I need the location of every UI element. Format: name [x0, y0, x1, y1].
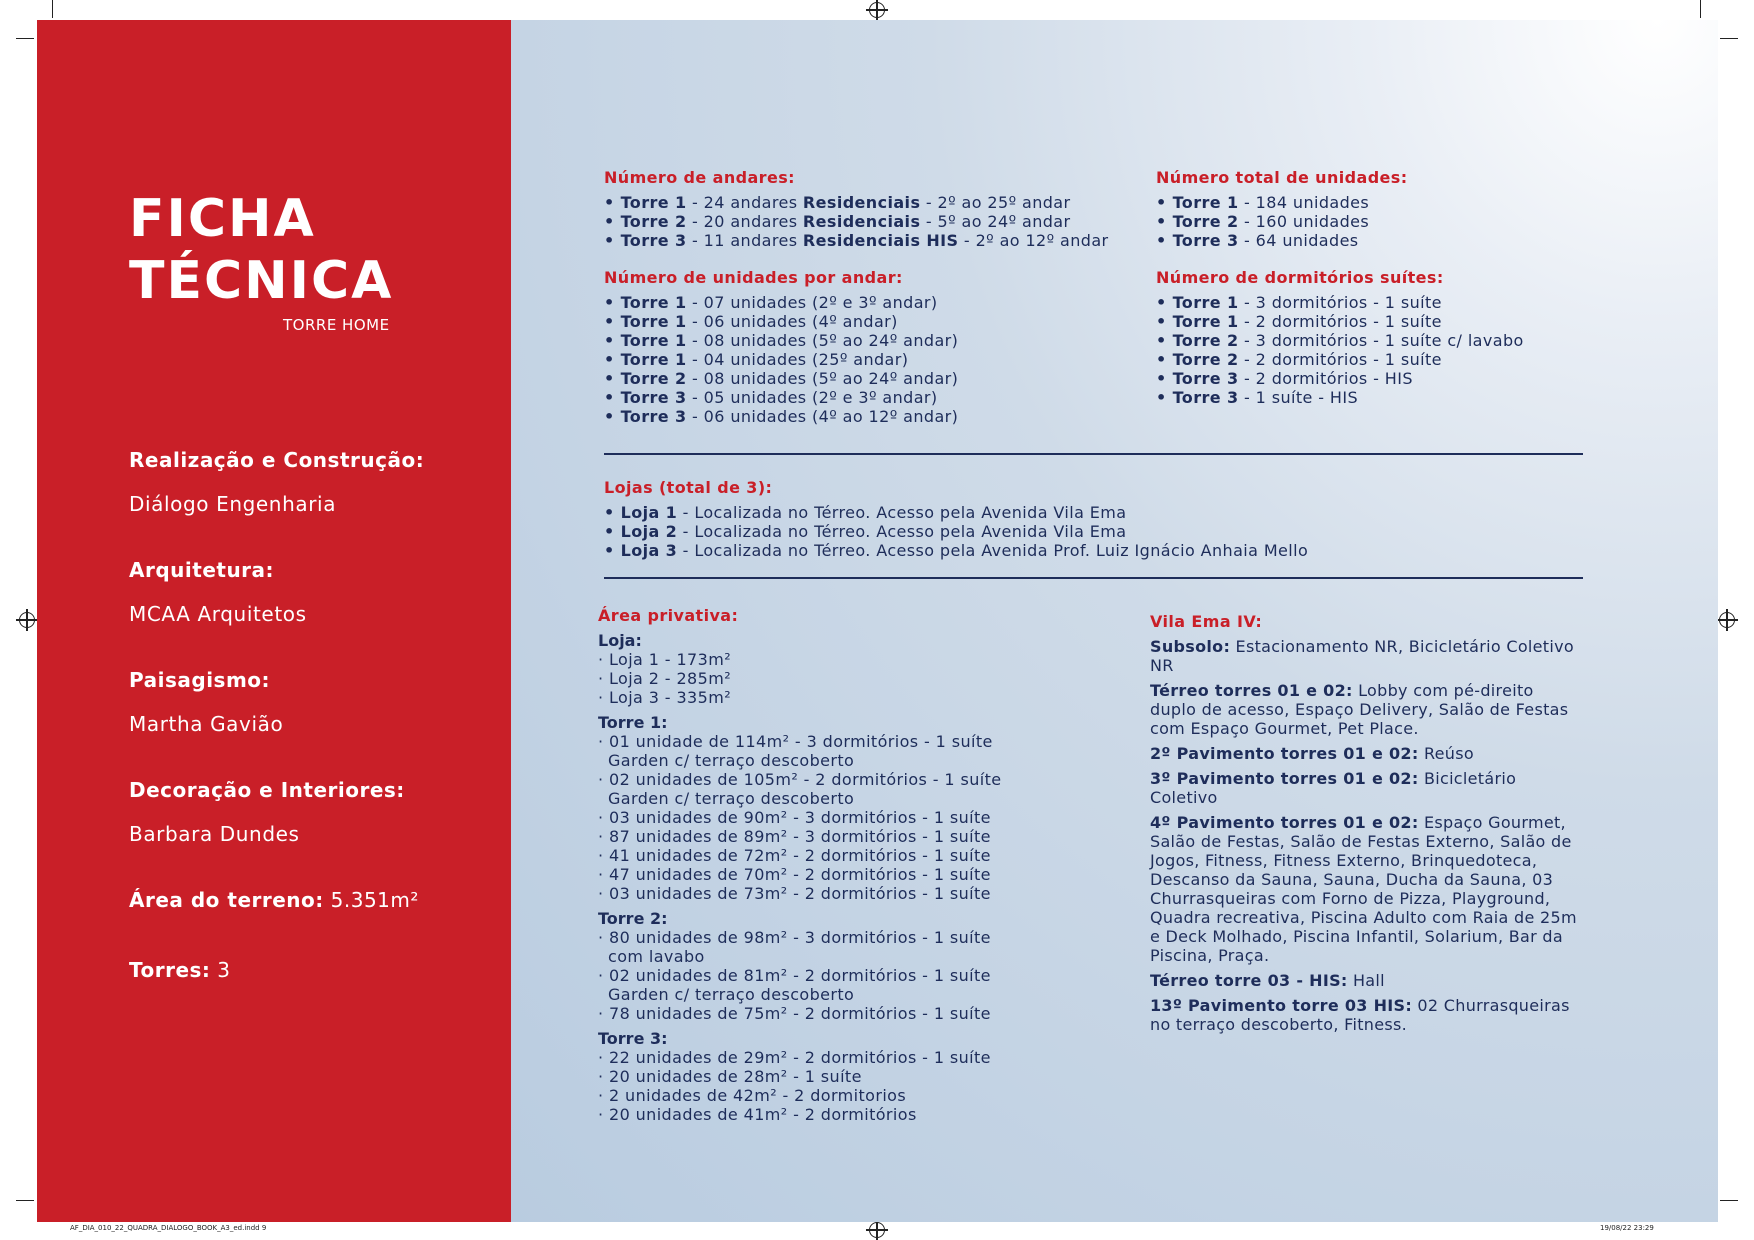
- list-item: · 2 unidades de 42m² - 2 dormitorios: [598, 1086, 1118, 1105]
- crop-mark: [52, 0, 53, 18]
- crop-mark: [1720, 38, 1738, 39]
- total-unidades-section: [1156, 168, 1576, 250]
- lojas-section: [604, 478, 1584, 560]
- torre1-area-list: [598, 732, 1118, 903]
- divider: [604, 577, 1583, 579]
- list-item: • Loja 1 - Localizada no Térreo. Acesso pela Avenida Vila Ema: [604, 503, 1584, 522]
- registration-mark-icon: [869, 1222, 885, 1238]
- list-item: • Torre 1 - 07 unidades (2º e 3º andar): [604, 293, 1124, 312]
- credit-item: [129, 778, 499, 846]
- list-item: · 20 unidades de 41m² - 2 dormitórios: [598, 1105, 1118, 1124]
- list-item: • Torre 3 - 1 suíte - HIS: [1156, 388, 1576, 407]
- list-item: • Torre 2 - 2 dormitórios - 1 suíte: [1156, 350, 1576, 369]
- list-item: • Torre 1 - 24 andares Residenciais - 2º ao 25º andar: [604, 193, 1124, 212]
- credit-value: Diálogo Engenharia: [129, 492, 337, 516]
- credit-label: Realização e Construção:: [129, 448, 425, 472]
- credit-item: [129, 448, 499, 516]
- group-title: Loja:: [598, 631, 642, 650]
- area-terreno-value: 5.351m²: [323, 888, 419, 912]
- list-item: · Loja 1 - 173m²: [598, 650, 1118, 669]
- list-item: • Torre 3 - 2 dormitórios - HIS: [1156, 369, 1576, 388]
- list-item: • Torre 2 - 08 unidades (5º ao 24º andar): [604, 369, 1124, 388]
- total-unidades-list: [1156, 193, 1576, 250]
- amenity-item: 3º Pavimento torres 01 e 02: Bicicletário Coletivo: [1150, 769, 1517, 807]
- list-item: · 01 unidade de 114m² - 3 dormitórios - 1 suíte Garden c/ terraço descoberto: [598, 732, 1118, 770]
- amenity-item: Térreo torre 03 - HIS: Hall: [1150, 971, 1385, 990]
- credits-list: [129, 448, 499, 1042]
- group-title: Torre 2:: [598, 909, 668, 928]
- section-heading: Número de andares:: [604, 168, 795, 187]
- section-heading: Número de dormitórios suítes:: [1156, 268, 1444, 287]
- crop-mark: [1720, 1200, 1738, 1201]
- credit-label: Arquitetura:: [129, 558, 275, 582]
- list-item: • Torre 3 - 06 unidades (4º ao 12º andar): [604, 407, 1124, 426]
- list-item: • Torre 1 - 04 unidades (25º andar): [604, 350, 1124, 369]
- title-line-2: TÉCNICA: [129, 251, 394, 311]
- credit-label: Decoração e Interiores:: [129, 778, 405, 802]
- section-heading: Número total de unidades:: [1156, 168, 1408, 187]
- list-item: • Torre 2 - 3 dormitórios - 1 suíte c/ lavabo: [1156, 331, 1576, 350]
- registration-mark-icon: [869, 2, 885, 18]
- list-item: · 02 unidades de 105m² - 2 dormitórios - 1 suíte Garden c/ terraço descoberto: [598, 770, 1118, 808]
- credit-item: [129, 668, 499, 736]
- list-item: • Torre 3 - 64 unidades: [1156, 231, 1576, 250]
- loja-area-list: [598, 650, 1118, 707]
- list-item: · 47 unidades de 70m² - 2 dormitórios - 1 suíte: [598, 865, 1118, 884]
- subtitle: TORRE HOME: [283, 316, 390, 334]
- area-terreno: [129, 888, 499, 912]
- amenity-item: Subsolo: Estacionamento NR, Bicicletário Coletivo NR: [1150, 637, 1574, 675]
- crop-mark: [16, 38, 34, 39]
- list-item: • Torre 1 - 2 dormitórios - 1 suíte: [1156, 312, 1576, 331]
- unidades-andar-section: [604, 268, 1124, 426]
- list-item: · 03 unidades de 90m² - 3 dormitórios - 1 suíte: [598, 808, 1118, 827]
- crop-mark: [1700, 0, 1701, 18]
- torres-label: Torres:: [129, 958, 211, 982]
- area-terreno-label: Área do terreno:: [129, 888, 324, 912]
- lojas-list: [604, 503, 1584, 560]
- section-heading: Número de unidades por andar:: [604, 268, 903, 287]
- list-item: • Torre 1 - 3 dormitórios - 1 suíte: [1156, 293, 1576, 312]
- unidades-andar-list: [604, 293, 1124, 426]
- section-heading: Vila Ema IV:: [1150, 612, 1263, 631]
- andares-section: [604, 168, 1124, 250]
- dormitorios-section: [1156, 268, 1576, 407]
- torres-value: 3: [210, 958, 231, 982]
- credit-value: Barbara Dundes: [129, 822, 300, 846]
- torre2-area-list: [598, 928, 1118, 1023]
- divider: [604, 453, 1583, 455]
- list-item: · Loja 2 - 285m²: [598, 669, 1118, 688]
- page-title: [129, 188, 393, 312]
- list-item: · 80 unidades de 98m² - 3 dormitórios - 1 suíte com lavabo: [598, 928, 1118, 966]
- list-item: • Torre 2 - 20 andares Residenciais - 5º ao 24º andar: [604, 212, 1124, 231]
- group-title: Torre 1:: [598, 713, 668, 732]
- list-item: · 78 unidades de 75m² - 2 dormitórios - 1 suíte: [598, 1004, 1118, 1023]
- list-item: • Loja 2 - Localizada no Térreo. Acesso pela Avenida Vila Ema: [604, 522, 1584, 541]
- dormitorios-list: [1156, 293, 1576, 407]
- list-item: • Torre 3 - 05 unidades (2º e 3º andar): [604, 388, 1124, 407]
- footer-filename: AF_DIA_010_22_QUADRA_DIALOGO_BOOK_A3_ed.indd 9: [70, 1224, 267, 1232]
- andares-list: [604, 193, 1124, 250]
- list-item: · 22 unidades de 29m² - 2 dormitórios - 1 suíte: [598, 1048, 1118, 1067]
- list-item: · 03 unidades de 73m² - 2 dormitórios - 1 suíte: [598, 884, 1118, 903]
- registration-mark-icon: [19, 612, 35, 628]
- list-item: · 20 unidades de 28m² - 1 suíte: [598, 1067, 1118, 1086]
- list-item: • Torre 3 - 11 andares Residenciais HIS - 2º ao 12º andar: [604, 231, 1124, 250]
- torre3-area-list: [598, 1048, 1118, 1124]
- red-panel: [37, 20, 511, 1222]
- registration-mark-icon: [1719, 612, 1735, 628]
- group-title: Torre 3:: [598, 1029, 668, 1048]
- credit-label: Paisagismo:: [129, 668, 271, 692]
- crop-mark: [16, 1200, 34, 1201]
- amenity-item: 2º Pavimento torres 01 e 02: Reúso: [1150, 744, 1474, 763]
- vila-ema-section: [1150, 612, 1580, 1040]
- section-heading: Lojas (total de 3):: [604, 478, 773, 497]
- torres: [129, 958, 499, 982]
- credit-value: MCAA Arquitetos: [129, 602, 307, 626]
- area-privativa-section: [598, 606, 1118, 1124]
- list-item: • Torre 2 - 160 unidades: [1156, 212, 1576, 231]
- footer-timestamp: 19/08/22 23:29: [1600, 1224, 1654, 1232]
- list-item: · 41 unidades de 72m² - 2 dormitórios - 1 suíte: [598, 846, 1118, 865]
- title-line-1: FICHA: [129, 189, 316, 249]
- list-item: • Loja 3 - Localizada no Térreo. Acesso pela Avenida Prof. Luiz Ignácio Anhaia Mello: [604, 541, 1584, 560]
- list-item: • Torre 1 - 184 unidades: [1156, 193, 1576, 212]
- amenity-item: Térreo torres 01 e 02: Lobby com pé-direito duplo de acesso, Espaço Delivery, Salão de Festas com Espaço Gourmet, Pet Place.: [1150, 681, 1569, 738]
- credit-value: Martha Gavião: [129, 712, 284, 736]
- list-item: · 87 unidades de 89m² - 3 dormitórios - 1 suíte: [598, 827, 1118, 846]
- list-item: · 02 unidades de 81m² - 2 dormitórios - 1 suíte Garden c/ terraço descoberto: [598, 966, 1118, 1004]
- list-item: • Torre 1 - 08 unidades (5º ao 24º andar): [604, 331, 1124, 350]
- amenity-item: 4º Pavimento torres 01 e 02: Espaço Gourmet, Salão de Festas, Salão de Festas Externo, Salão de Jogos, Fitness, Fitness Externo, Brinquedoteca, Descanso da Sauna, Sauna, Ducha da Sauna, 03 Churrasqueiras com Forno de Pizza, Playground, Quadra recreativa, Piscina Adulto com Raia de 25m e Deck Molhado, Piscina Infantil, Solarium, Bar da Piscina, Praça.: [1150, 813, 1577, 965]
- list-item: · Loja 3 - 335m²: [598, 688, 1118, 707]
- amenity-item: 13º Pavimento torre 03 HIS: 02 Churrasqueiras no terraço descoberto, Fitness.: [1150, 996, 1570, 1034]
- section-heading: Área privativa:: [598, 606, 739, 625]
- credit-item: [129, 558, 499, 626]
- list-item: • Torre 1 - 06 unidades (4º andar): [604, 312, 1124, 331]
